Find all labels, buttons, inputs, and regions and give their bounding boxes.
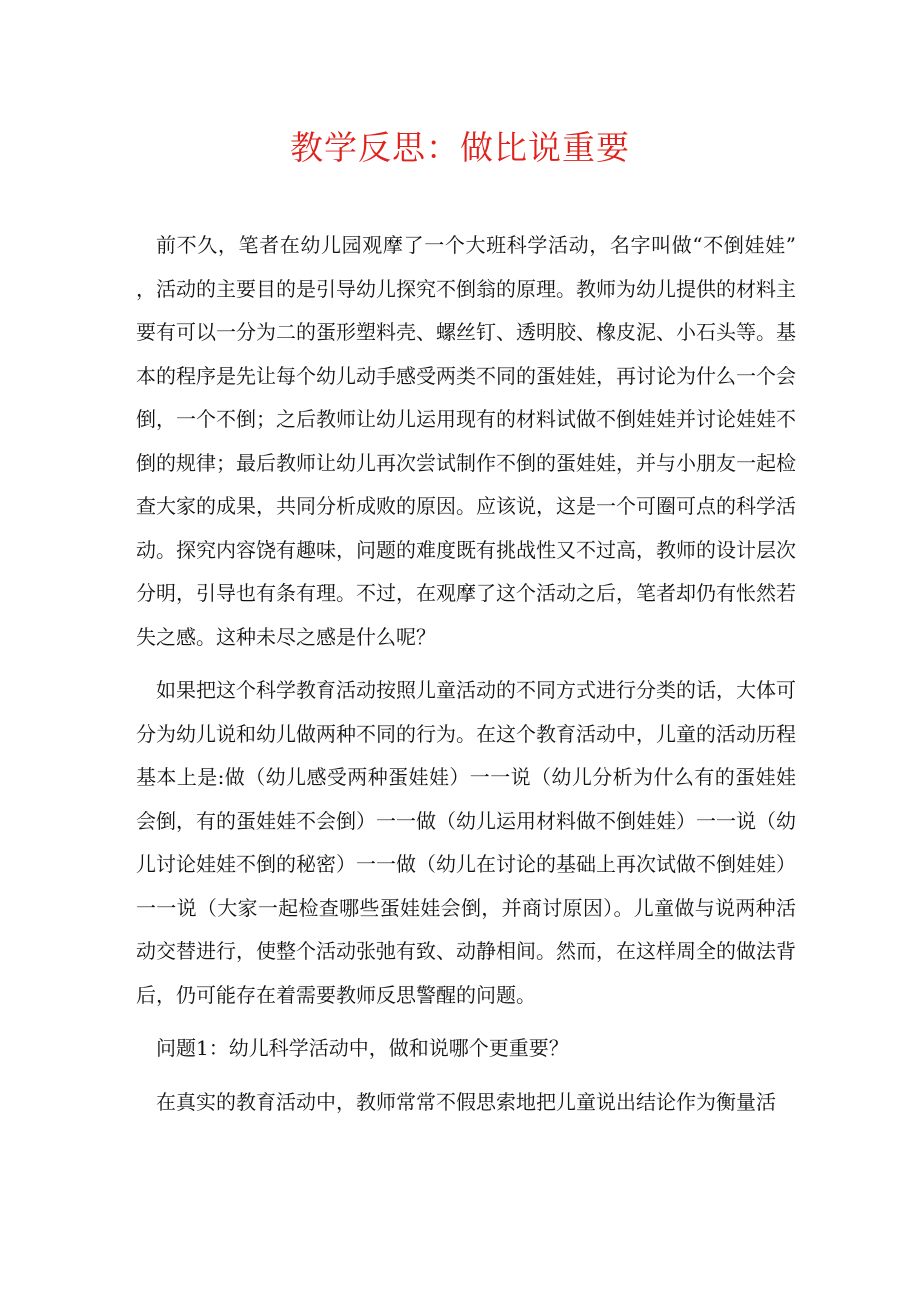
paragraph-3: 在真实的教育活动中，教师常常不假思索地把儿童说出结论作为衡量活 bbox=[156, 1089, 776, 1114]
paragraph-2: 如果把这个科学教育活动按照儿童活动的不同方式进行分类的话，大体可分为幼儿说和幼儿做两种不同的行为。在这个教育活动中，儿童的活动历程基本上是:做（幼儿感受两种蛋娃娃）一一说（幼儿分析为什么有的蛋娃娃会倒，有的蛋娃娃不会倒）一一做（幼儿运用材料做不倒娃娃）一一说（幼儿讨论娃娃不倒的秘密）一一做（幼儿在讨论的基础上再次试做不倒娃娃）一一说（大家一起检查哪些蛋娃娃会倒，并商讨原因）。儿童做与说两种活动交替进行，使整个活动张弛有致、动静相间。然而，在这样周全的做法背后，仍可能存在着需要教师反思警醒的问题。 bbox=[136, 678, 796, 1007]
paragraph-1: 前不久，笔者在幼儿园观摩了一个大班科学活动，名字叫做“不倒娃娃”，活动的主要目的是引导幼儿探究不倒翁的原理。教师为幼儿提供的材料主要有可以一分为二的蛋形塑料壳、螺丝钉、透明胶、橡皮泥、小石头等。基本的程序是先让每个幼儿动手感受两类不同的蛋娃娃，再讨论为什么一个会倒，一个不倒；之后教师让幼儿运用现有的材料试做不倒娃娃并讨论娃娃不倒的规律；最后教师让幼儿再次尝试制作不倒的蛋娃娃，并与小朋友一起检查大家的成果，共同分析成败的原因。应该说，这是一个可圈可点的科学活动。探究内容饶有趣味，问题的难度既有挑战性又不过高，教师的设计层次分明，引导也有条有理。不过，在观摩了这个活动之后，笔者却仍有怅然若失之感。这种未尽之感是什么呢？ bbox=[136, 233, 796, 649]
document-title: 教学反思：做比说重要 bbox=[290, 128, 630, 167]
document-body bbox=[136, 224, 796, 1124]
paragraph-question-1: 问题1：幼儿科学活动中，做和说哪个更重要？ bbox=[156, 1036, 569, 1060]
